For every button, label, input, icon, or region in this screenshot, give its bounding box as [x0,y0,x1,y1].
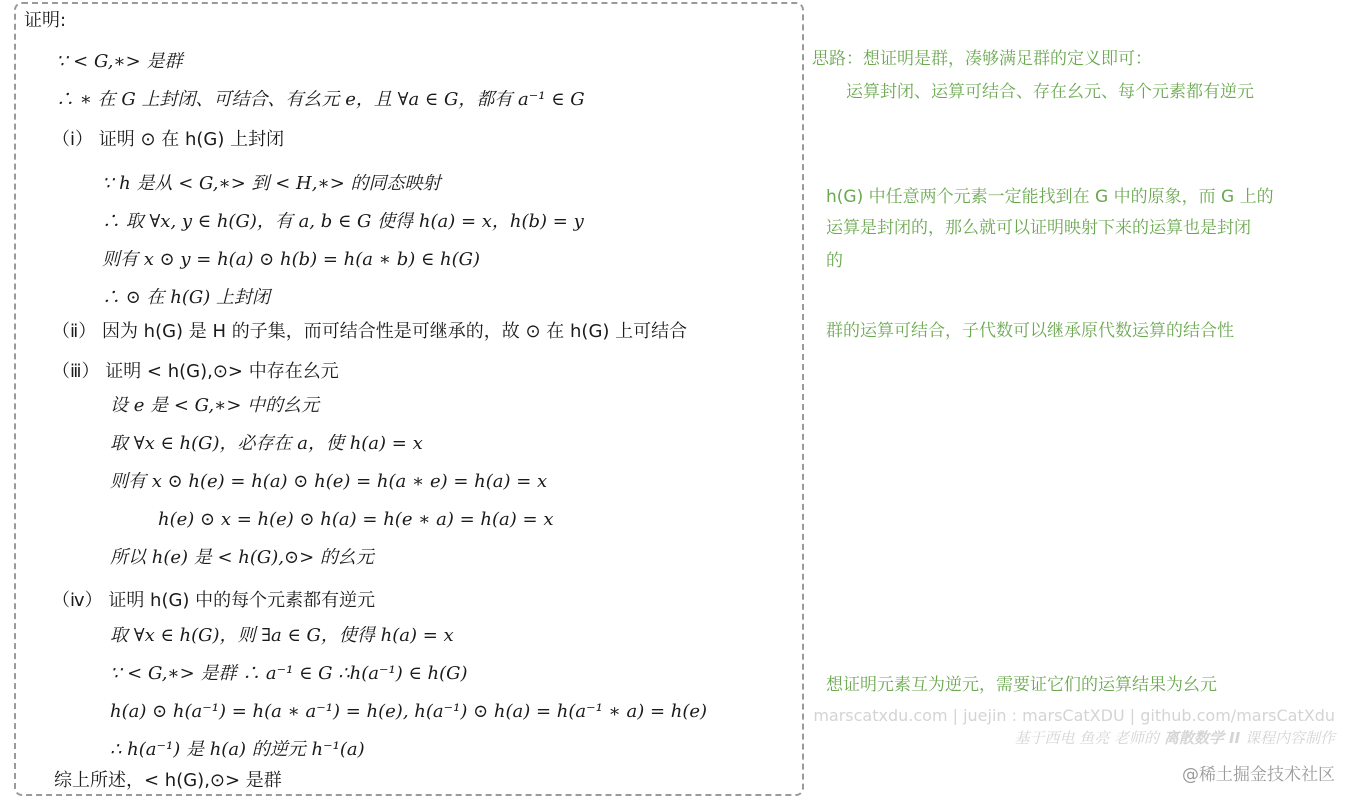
group-properties-line: ∴ ∗ 在 G 上封闭、可结合、有幺元 e，且 ∀a ∈ G，都有 a⁻¹ ∈ G [56,89,585,110]
part4-heading: （ⅳ） 证明 h(G) 中的每个元素都有逆元 [52,590,376,611]
part3-line-a: 设 e 是 < G,∗> 中的幺元 [110,395,320,416]
part1-line-c: 则有 x ⊙ y = h(a) ⊙ h(b) = h(a ∗ b) ∈ h(G) [102,249,481,270]
part2-line: （ⅱ） 因为 h(G) 是 H 的子集，而可结合性是可继承的，故 ⊙ 在 h(G) 上可结合 [52,321,688,342]
conclusion-line: 综上所述，< h(G),⊙> 是群 [54,770,282,791]
part4-line-c: h(a) ⊙ h(a⁻¹) = h(a ∗ a⁻¹) = h(e), h(a⁻¹) ⊙ h(a) = h(a⁻¹ ∗ a) = h(e) [110,701,708,722]
part4-line-d: ∴ h(a⁻¹) 是 h(a) 的逆元 h⁻¹(a) [110,739,365,760]
part1-line-b: ∴ 取 ∀x, y ∈ h(G)，有 a, b ∈ G 使得 h(a) = x，h(b) = y [102,211,584,232]
watermark-credit: 基于西电 鱼亮 老师的 离散数学 II 课程内容制作 [1014,729,1335,747]
part1-heading: （ⅰ） 证明 ⊙ 在 h(G) 上封闭 [52,129,285,150]
proof-title: 证明: [24,10,67,31]
note-inverse: 想证明元素互为逆元，需要证它们的运算结果为幺元 [826,675,1217,695]
part3-line-b: 取 ∀x ∈ h(G)，必存在 a，使 h(a) = x [110,433,423,454]
note-closure-2: 运算是封闭的，那么就可以证明映射下来的运算也是封闭 [826,218,1251,238]
part3-line-e: 所以 h(e) 是 < h(G),⊙> 的幺元 [110,547,374,568]
note-associativity: 群的运算可结合，子代数可以继承原代数运算的结合性 [826,321,1234,341]
part3-heading: （ⅲ） 证明 < h(G),⊙> 中存在幺元 [52,361,339,382]
note-closure-1: h(G) 中任意两个元素一定能找到在 G 中的原象，而 G 上的 [826,187,1274,207]
part3-line-d: h(e) ⊙ x = h(e) ⊙ h(a) = h(e ∗ a) = h(a) = x [158,509,554,530]
part4-line-b: ∵ < G,∗> 是群 ∴ a⁻¹ ∈ G ∴h(a⁻¹) ∈ h(G) [110,663,468,684]
watermark-links: marscatxdu.com | juejin : marsCatXDU | github.com/marsCatXdu [813,706,1335,725]
note-idea-list: 运算封闭、运算可结合、存在幺元、每个元素都有逆元 [846,82,1254,102]
part4-line-a: 取 ∀x ∈ h(G)，则 ∃a ∈ G，使得 h(a) = x [110,625,454,646]
note-closure-3: 的 [826,251,843,271]
site-watermark: @稀土掘金技术社区 [1182,765,1335,785]
note-idea: 思路：想证明是群，凑够满足群的定义即可： [812,49,1152,69]
part3-line-c: 则有 x ⊙ h(e) = h(a) ⊙ h(e) = h(a ∗ e) = h(a) = x [110,471,548,492]
part1-line-d: ∴ ⊙ 在 h(G) 上封闭 [102,287,270,308]
part1-line-a: ∵ h 是从 < G,∗> 到 < H,∗> 的同态映射 [102,173,441,194]
premise-line: ∵ < G,∗> 是群 [56,51,183,72]
